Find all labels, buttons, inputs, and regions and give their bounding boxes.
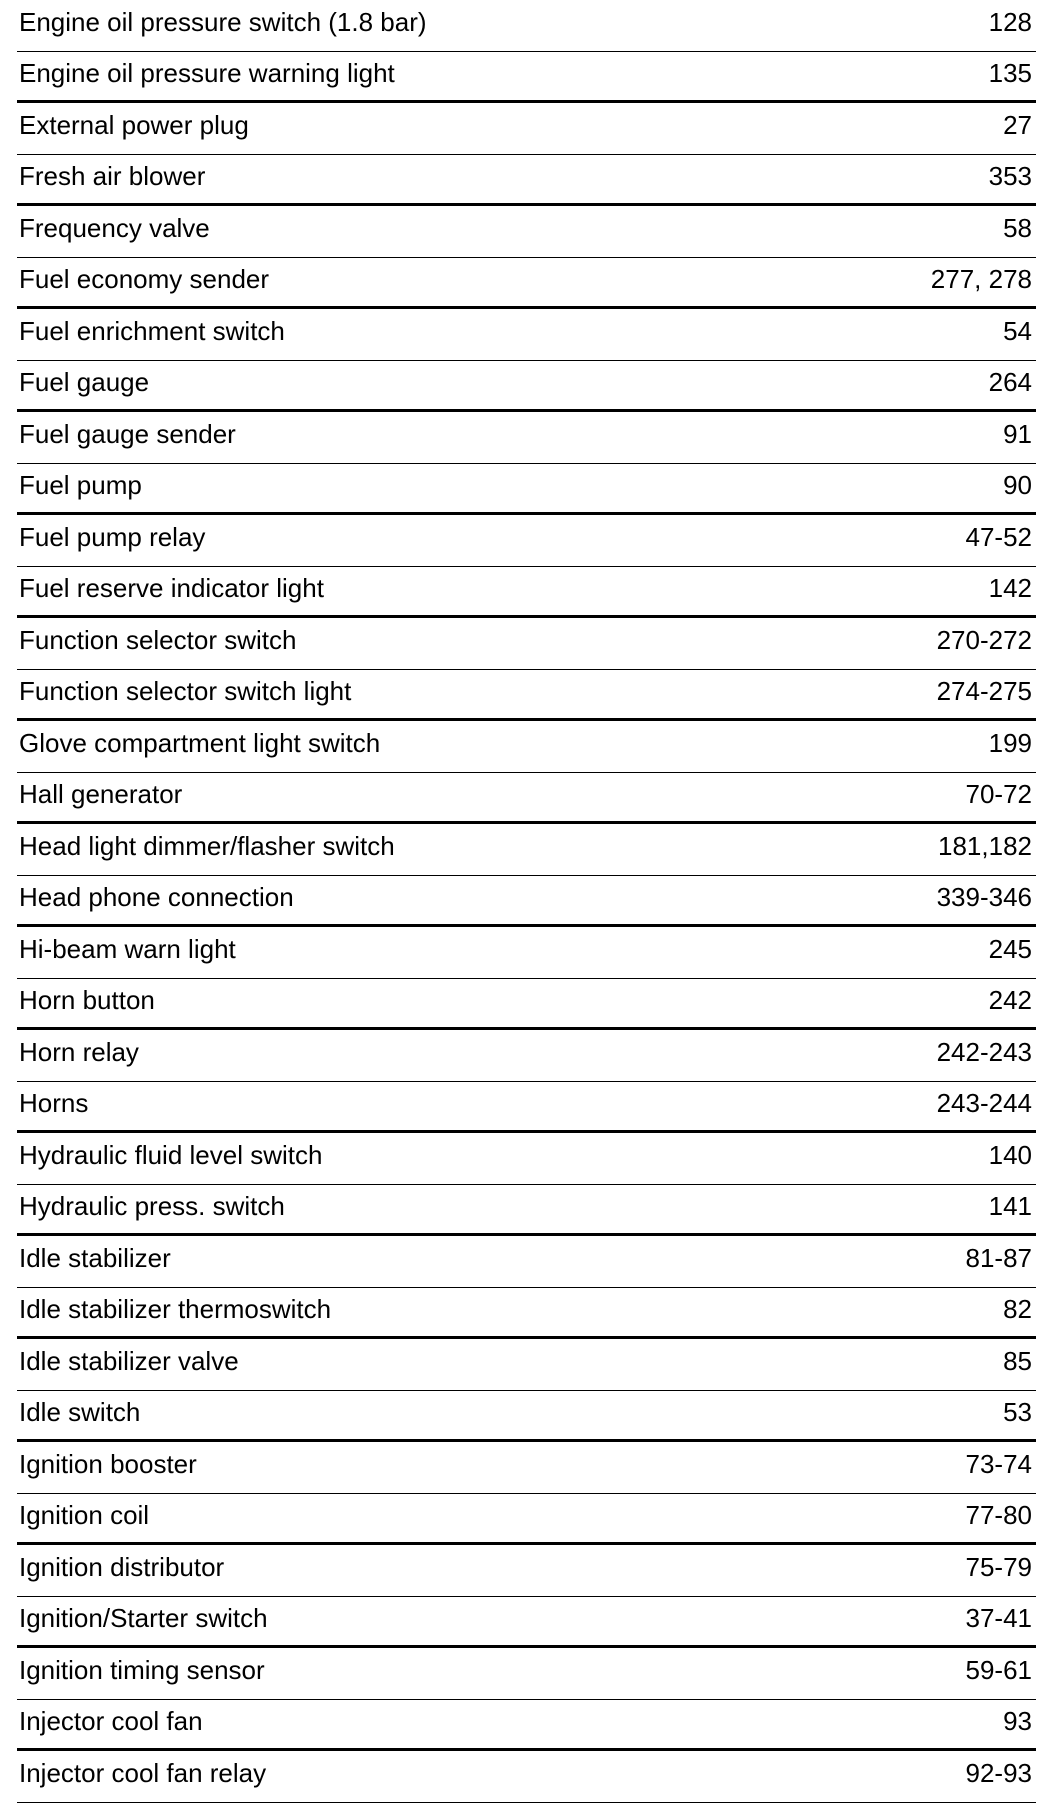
table-row xyxy=(17,464,1036,516)
component-name: Horn button xyxy=(19,984,155,1015)
component-name: External power plug xyxy=(19,110,249,141)
table-row xyxy=(17,1030,1036,1082)
table-row xyxy=(17,1700,1036,1752)
page-reference: 274-275 xyxy=(936,675,1032,706)
table-row xyxy=(17,309,1036,361)
component-name: Fuel gauge xyxy=(19,366,150,397)
page-reference: 59-61 xyxy=(965,1655,1032,1686)
table-row xyxy=(17,155,1036,207)
page-reference: 47-52 xyxy=(965,522,1032,553)
page-reference: 37-41 xyxy=(965,1602,1032,1633)
page-reference: 353 xyxy=(988,160,1032,191)
component-name: Head phone connection xyxy=(19,881,294,912)
page-reference: 270-272 xyxy=(936,625,1032,656)
page-reference: 140 xyxy=(988,1140,1032,1171)
table-row xyxy=(17,1751,1036,1803)
component-name: Frequency valve xyxy=(19,213,210,244)
table-row xyxy=(17,1391,1036,1443)
page-reference: 81-87 xyxy=(965,1243,1032,1274)
component-name: Hi-beam warn light xyxy=(19,934,236,965)
component-name: Idle stabilizer xyxy=(19,1243,171,1274)
page-reference: 91 xyxy=(1003,419,1032,450)
component-name: Fuel economy sender xyxy=(19,263,270,294)
page-reference: 242 xyxy=(988,984,1032,1015)
page-reference: 27 xyxy=(1003,110,1032,141)
component-name: Injector cool fan relay xyxy=(19,1758,267,1789)
table-row xyxy=(17,103,1036,155)
page-reference: 70-72 xyxy=(965,778,1032,809)
table-row xyxy=(17,876,1036,928)
component-name: Ignition booster xyxy=(19,1449,197,1480)
component-name: Fuel reserve indicator light xyxy=(19,572,324,603)
table-row xyxy=(17,927,1036,979)
page-reference: 58 xyxy=(1003,213,1032,244)
page-reference: 181,182 xyxy=(938,831,1032,862)
table-row xyxy=(17,670,1036,722)
page-reference: 142 xyxy=(988,572,1032,603)
table-row xyxy=(17,412,1036,464)
component-name: Fuel pump xyxy=(19,469,142,500)
table-row xyxy=(17,0,1036,52)
table-row xyxy=(17,52,1036,104)
page-reference: 245 xyxy=(988,934,1032,965)
table-row xyxy=(17,206,1036,258)
component-name: Engine oil pressure warning light xyxy=(19,57,395,88)
component-name: Fuel enrichment switch xyxy=(19,316,285,347)
page-reference: 242-243 xyxy=(936,1037,1032,1068)
page-reference: 54 xyxy=(1003,316,1032,347)
page-reference: 75-79 xyxy=(965,1552,1032,1583)
page-reference: 135 xyxy=(988,57,1032,88)
component-name: Hydraulic press. switch xyxy=(19,1190,285,1221)
component-name: Ignition coil xyxy=(19,1499,150,1530)
component-name: Fresh air blower xyxy=(19,160,206,191)
table-row xyxy=(17,1648,1036,1700)
component-name: Function selector switch light xyxy=(19,675,352,706)
table-row xyxy=(17,1133,1036,1185)
component-name: Idle stabilizer valve xyxy=(19,1346,239,1377)
component-name: Ignition/Starter switch xyxy=(19,1602,268,1633)
page-reference: 199 xyxy=(988,728,1032,759)
page-reference: 264 xyxy=(988,366,1032,397)
table-row xyxy=(17,515,1036,567)
table-row xyxy=(17,979,1036,1031)
page-reference: 85 xyxy=(1003,1346,1032,1377)
table-row xyxy=(17,1185,1036,1237)
component-name: Fuel gauge sender xyxy=(19,419,236,450)
component-name: Glove compartment light switch xyxy=(19,728,381,759)
component-name: Ignition distributor xyxy=(19,1552,225,1583)
table-row xyxy=(17,1545,1036,1597)
table-row xyxy=(17,361,1036,413)
table-row xyxy=(17,1082,1036,1134)
table-row xyxy=(17,1442,1036,1494)
page-reference: 277, 278 xyxy=(930,263,1032,294)
component-name: Hydraulic fluid level switch xyxy=(19,1140,323,1171)
page-reference: 128 xyxy=(988,7,1032,38)
component-name: Idle stabilizer thermoswitch xyxy=(19,1293,332,1324)
page-reference: 93 xyxy=(1003,1705,1032,1736)
page-reference: 77-80 xyxy=(965,1499,1032,1530)
table-row xyxy=(17,1236,1036,1288)
page-reference: 82 xyxy=(1003,1293,1032,1324)
table-row xyxy=(17,1288,1036,1340)
table-row xyxy=(17,721,1036,773)
component-name: Fuel pump relay xyxy=(19,522,206,553)
component-name: Idle switch xyxy=(19,1396,141,1427)
component-name: Horns xyxy=(19,1087,89,1118)
table-row xyxy=(17,618,1036,670)
table-row xyxy=(17,567,1036,619)
component-name: Hall generator xyxy=(19,778,183,809)
component-index-table xyxy=(17,0,1036,1803)
page-reference: 141 xyxy=(988,1190,1032,1221)
table-row xyxy=(17,824,1036,876)
table-row xyxy=(17,258,1036,310)
page-reference: 339-346 xyxy=(936,881,1032,912)
table-row xyxy=(17,1597,1036,1649)
page-reference: 243-244 xyxy=(936,1087,1032,1118)
page-reference: 73-74 xyxy=(965,1449,1032,1480)
table-row xyxy=(17,773,1036,825)
page-reference: 53 xyxy=(1003,1396,1032,1427)
table-row xyxy=(17,1494,1036,1546)
component-name: Injector cool fan xyxy=(19,1705,203,1736)
component-name: Function selector switch xyxy=(19,625,297,656)
component-name: Head light dimmer/flasher switch xyxy=(19,831,395,862)
component-name: Ignition timing sensor xyxy=(19,1655,265,1686)
table-row xyxy=(17,1339,1036,1391)
page-reference: 92-93 xyxy=(965,1758,1032,1789)
page-reference: 90 xyxy=(1003,469,1032,500)
component-name: Horn relay xyxy=(19,1037,139,1068)
component-name: Engine oil pressure switch (1.8 bar) xyxy=(19,7,427,38)
